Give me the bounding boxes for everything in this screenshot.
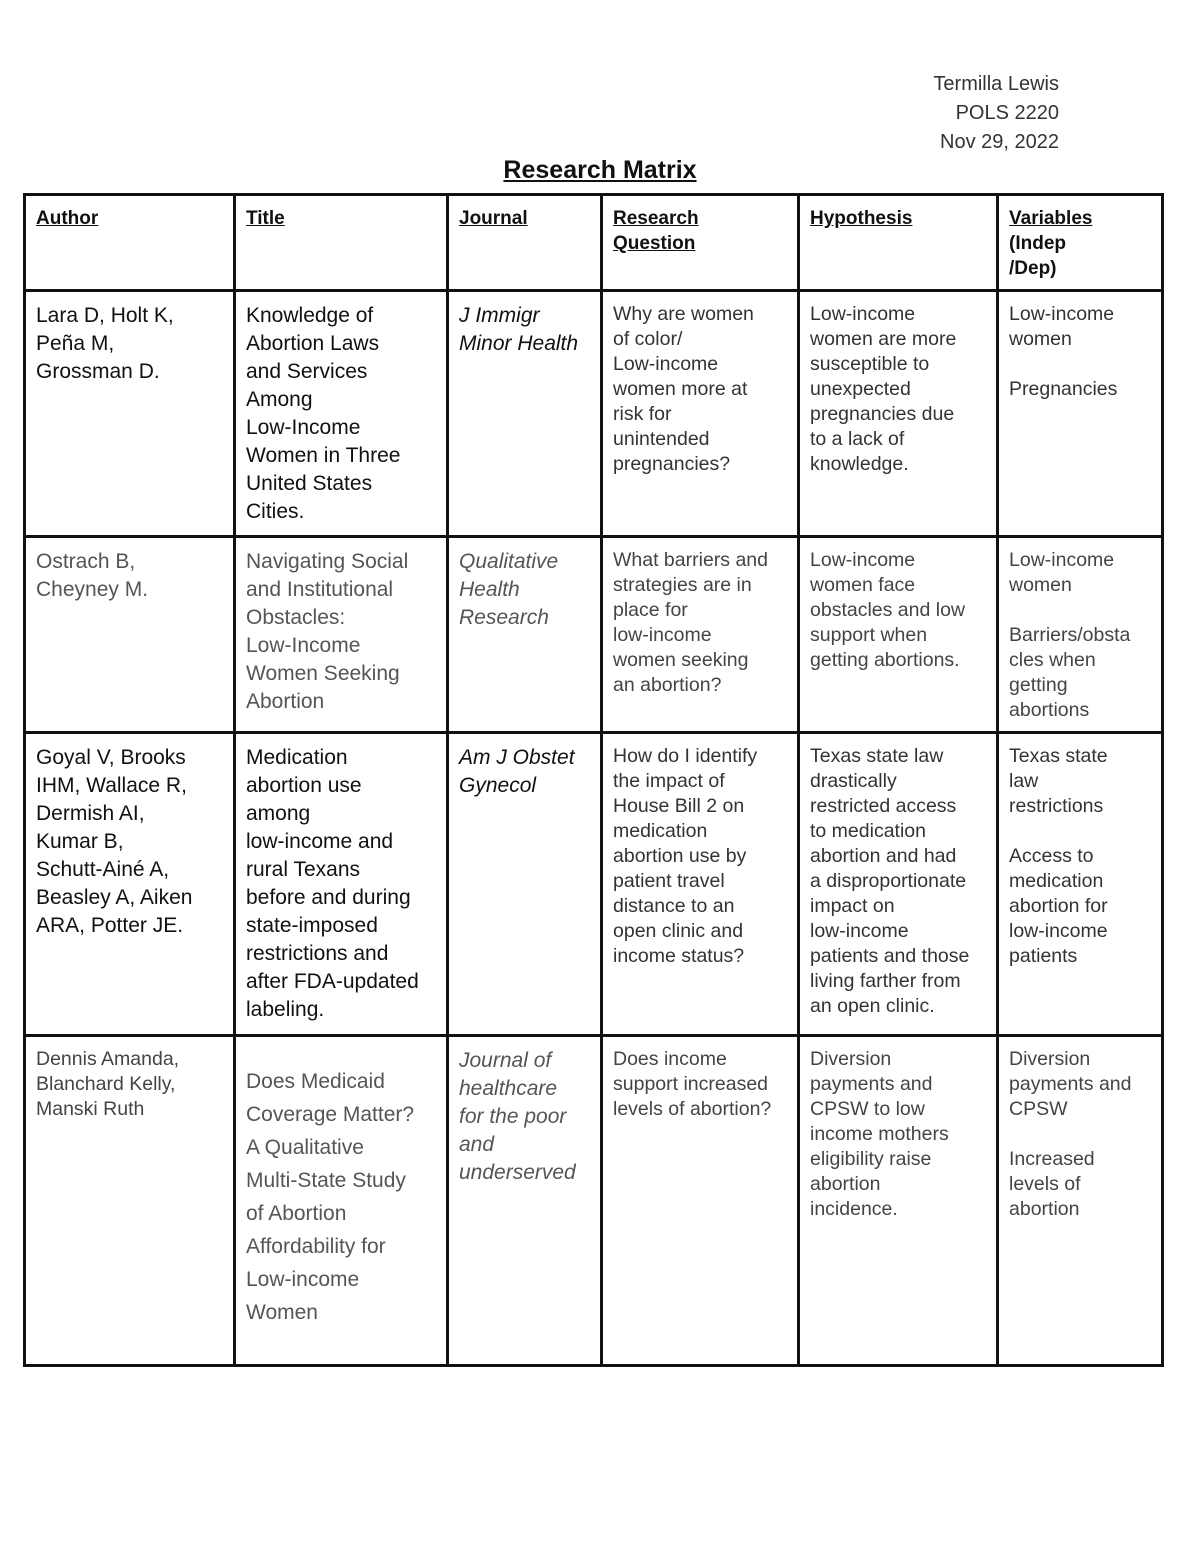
document-date: Nov 29, 2022 <box>940 131 1059 153</box>
table-row <box>25 733 1163 1036</box>
variable-dependent: Pregnancies <box>1009 378 1118 400</box>
column-header-research-question: Research Question <box>602 195 799 291</box>
cell-research-question: Why are women of color/ Low-income women more at risk for unintended pregnancies? <box>602 291 799 537</box>
column-header-hypothesis: Hypothesis <box>799 195 998 291</box>
variable-independent: Low-income women <box>1009 303 1115 350</box>
cell-variables <box>998 1036 1163 1366</box>
cell-hypothesis: Texas state law drastically restricted access to medication abortion and had a disproportionate impact on low-income patients and those living farther from an open clinic. <box>799 733 998 1036</box>
cell-variables <box>998 537 1163 733</box>
cell-research-question: Does income support increased levels of abortion? <box>602 1036 799 1366</box>
table-row <box>25 537 1163 733</box>
page-title: Research Matrix <box>503 156 697 184</box>
variable-dependent: Increased levels of abortion <box>1009 1148 1095 1220</box>
table-row <box>25 291 1163 537</box>
document-header <box>933 70 1059 157</box>
cell-variables <box>998 291 1163 537</box>
cell-hypothesis: Diversion payments and CPSW to low income mothers eligibility raise abortion incidence. <box>799 1036 998 1366</box>
column-header-variables: Variables (Indep /Dep) <box>998 195 1163 291</box>
column-header-journal: Journal <box>448 195 602 291</box>
cell-journal: Am J Obstet Gynecol <box>448 733 602 1036</box>
cell-variables <box>998 733 1163 1036</box>
cell-research-question: How do I identify the impact of House Bill 2 on medication abortion use by patient travel distance to an open clinic and income status? <box>602 733 799 1036</box>
cell-journal: Journal of healthcare for the poor and underserved <box>448 1036 602 1366</box>
variable-independent: Texas state law restrictions <box>1009 745 1108 817</box>
variable-independent: Low-income women <box>1009 549 1115 596</box>
cell-title: Knowledge of Abortion Laws and Services Among Low-Income Women in Three United States Cities. <box>235 291 448 537</box>
course-code: POLS 2220 <box>955 102 1059 124</box>
column-header-title: Title <box>235 195 448 291</box>
cell-journal: Qualitative Health Research <box>448 537 602 733</box>
author-name: Termilla Lewis <box>933 73 1059 95</box>
cell-hypothesis: Low-income women are more susceptible to unexpected pregnancies due to a lack of knowledge. <box>799 291 998 537</box>
cell-author: Goyal V, Brooks IHM, Wallace R, Dermish AI, Kumar B, Schutt-Ainé A, Beasley A, Aiken ARA, Potter JE. <box>25 733 235 1036</box>
research-matrix-table <box>23 193 1164 1367</box>
cell-hypothesis: Low-income women face obstacles and low support when getting abortions. <box>799 537 998 733</box>
variable-dependent: Barriers/obsta cles when getting abortions <box>1009 624 1131 721</box>
cell-research-question: What barriers and strategies are in place for low-income women seeking an abortion? <box>602 537 799 733</box>
cell-author: Dennis Amanda, Blanchard Kelly, Manski Ruth <box>25 1036 235 1366</box>
cell-author: Ostrach B, Cheyney M. <box>25 537 235 733</box>
variable-dependent: Access to medication abortion for low-income patients <box>1009 845 1108 967</box>
variable-independent: Diversion payments and CPSW <box>1009 1048 1132 1120</box>
cell-title: Does Medicaid Coverage Matter? A Qualitative Multi-State Study of Abortion Affordability for Low-income Women <box>235 1036 448 1366</box>
column-header-author: Author <box>25 195 235 291</box>
table-row <box>25 1036 1163 1366</box>
cell-journal: J Immigr Minor Health <box>448 291 602 537</box>
cell-title: Medication abortion use among low-income and rural Texans before and during state-imposed restrictions and after FDA-updated labeling. <box>235 733 448 1036</box>
cell-title: Navigating Social and Institutional Obstacles: Low-Income Women Seeking Abortion <box>235 537 448 733</box>
cell-author: Lara D, Holt K, Peña M, Grossman D. <box>25 291 235 537</box>
table-header-row <box>25 195 1163 291</box>
